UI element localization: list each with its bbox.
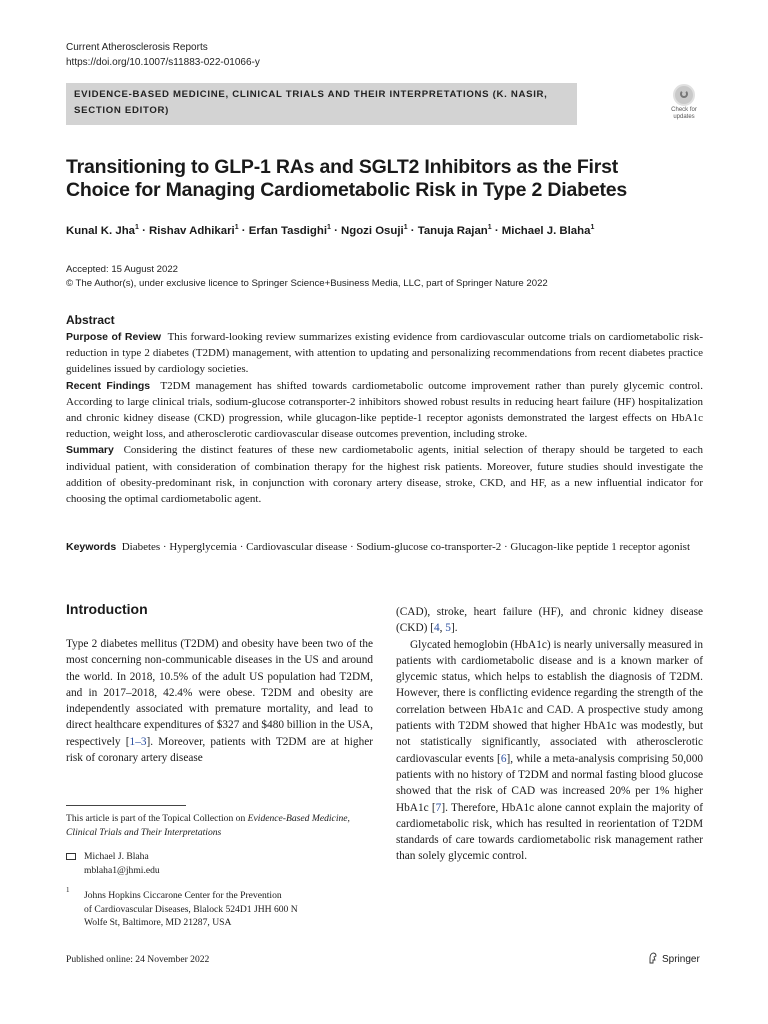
publisher-logo bbox=[648, 952, 700, 965]
author-name[interactable]: Michael J. Blaha bbox=[501, 224, 591, 237]
citation-link[interactable]: 5 bbox=[445, 622, 451, 635]
paragraph-text: ], while a meta-analysis comprising 50,000 patients with no history of T2DM and normal fasting blood glucose showed that the risk of CAD was increased 20% per 1% higher HbA1c [ bbox=[396, 752, 703, 814]
author-name[interactable]: Ngozi Osuji bbox=[341, 224, 404, 237]
author-affiliation: 1 bbox=[135, 224, 139, 231]
topical-collection-note bbox=[66, 812, 366, 839]
publication-dates bbox=[66, 263, 548, 291]
findings-text: T2DM management has shifted towards cardiometabolic outcome improvement rather than purely glycemic control. According to large clinical trials, sodium-glucose cotransporter-2 inhibitors showed robust results in reducing heart failure (HF) hospitalization and chronic kidney disease (CKD) progression, while glucagon-like peptide-1 receptor agonists demonstrated the largest effects on HbA1c reduction, weight loss, and atherosclerotic cardiovascular disease outcomes prevention, including stroke. bbox=[66, 379, 703, 441]
author-affiliation: 1 bbox=[487, 224, 492, 231]
topical-prefix: This article is part of the Topical Collection on bbox=[66, 813, 248, 824]
paragraph-text: Glycated hemoglobin (HbA1c) is nearly universally measured in patients with cardiometabolic disease and is a known marker of glycemic status, which helps to establish the diagnosis of T2DM. However, there is conflicting evidence regarding the strength of the correlation between HbA1c and CAD. A prospective study among patients with T2DM showed that higher HbA1c was modestly, but not statistically significantly, associated with atherosclerotic cardiovascular events [ bbox=[396, 638, 703, 765]
citation-link[interactable]: 6 bbox=[500, 752, 507, 765]
check-updates-line1: Check for bbox=[671, 107, 697, 113]
citation-link[interactable]: 1–3 bbox=[129, 735, 147, 748]
purpose-label: Purpose of Review bbox=[66, 331, 162, 343]
paragraph-text: Type 2 diabetes mellitus (T2DM) and obesity have been two of the most concerning non-communicable diseases in the US and around the world. In 2018, 10.5% of the adult US population had T2DM, and in 2017–2018, 42.4% were obese. T2DM and obesity are independently associated with premature mortality, and lead to direct healthcare expenditures of $327 and $480 billion in the USA, respectively [ bbox=[66, 638, 373, 748]
envelope-icon bbox=[66, 853, 76, 860]
author-separator: · bbox=[138, 224, 150, 237]
affiliation bbox=[84, 889, 364, 930]
author-name[interactable]: Erfan Tasdighi bbox=[248, 224, 327, 237]
summary-text: Considering the distinct features of these new cardiometabolic agents, initial selection of therapy should be targeted to each individual patient, with consideration of combination therapy for the highest risk patients. Moreover, future studies should investigate the addition of obesity-predominant risk, in conjunction with coronary artery disease, stroke, CKD, and HF, as a new influential indicator for choosing the optimal cardiometabolic agent. bbox=[66, 444, 704, 506]
summary-label: Summary bbox=[66, 444, 114, 457]
author-list bbox=[66, 224, 706, 237]
affiliation-line: Wolfe St, Baltimore, MD 21287, USA bbox=[84, 917, 232, 929]
author-affiliation: 1 bbox=[234, 224, 239, 231]
abstract-heading: Abstract bbox=[66, 313, 115, 327]
corresponding-email[interactable]: mblaha1@jhmi.edu bbox=[84, 864, 160, 876]
accepted-date: Accepted: 15 August 2022 bbox=[66, 264, 179, 275]
citation-link[interactable]: 4 bbox=[433, 622, 440, 635]
left-column bbox=[66, 636, 373, 766]
introduction-heading: Introduction bbox=[66, 601, 148, 617]
journal-name: Current Atherosclerosis Reports bbox=[66, 42, 208, 53]
author-name[interactable]: Kunal K. Jha bbox=[66, 224, 135, 237]
check-updates-icon bbox=[673, 84, 695, 106]
abstract-purpose bbox=[66, 329, 703, 378]
affiliation-number: 1 bbox=[66, 886, 70, 894]
author-affiliation: 1 bbox=[327, 224, 331, 231]
purpose-text: This forward-looking review summarizes existing evidence from cardiovascular outcome trials on cardiometabolic risk-reduction in type 2 diabetes (T2DM) management, with attention to updating and personalizing recommendations from recent diabetes practice guidelines issued by cardiology societies. bbox=[66, 331, 703, 376]
keywords-label: Keywords bbox=[66, 541, 117, 553]
keywords bbox=[66, 539, 703, 555]
keywords-text: Diabetes · Hyperglycemia · Cardiovascular disease · Sodium-glucose co-transporter-2 · Glucagon-like peptide 1 receptor agonist bbox=[121, 541, 691, 553]
citation-link[interactable]: 7 bbox=[435, 801, 442, 814]
author-separator: · bbox=[407, 224, 418, 237]
doi-link[interactable]: https://doi.org/10.1007/s11883-022-01066-y bbox=[66, 57, 260, 68]
author-affiliation: 1 bbox=[403, 224, 408, 231]
published-online: Published online: 24 November 2022 bbox=[66, 954, 210, 965]
journal-header bbox=[66, 40, 260, 70]
author-name[interactable]: Tanuja Rajan bbox=[417, 224, 488, 237]
paragraph bbox=[396, 604, 703, 637]
copyright-notice: © The Author(s), under exclusive licence to Springer Science+Business Media, LLC, part of Springer Nature 2022 bbox=[66, 278, 548, 289]
author-separator: · bbox=[330, 224, 342, 237]
article-title: Transitioning to GLP-1 RAs and SGLT2 Inhibitors as the First Choice for Managing Cardiometabolic Risk in Type 2 Diabetes bbox=[66, 156, 628, 201]
right-column bbox=[396, 604, 703, 865]
springer-horse-icon bbox=[648, 952, 658, 964]
affiliation-line: Johns Hopkins Ciccarone Center for the Prevention bbox=[84, 890, 282, 901]
abstract-findings bbox=[66, 378, 703, 443]
check-for-updates-badge[interactable] bbox=[665, 84, 703, 124]
author-separator: · bbox=[491, 224, 502, 237]
corresponding-author bbox=[84, 850, 160, 877]
author-affiliation: 1 bbox=[590, 224, 595, 231]
paragraph-text: ]. Therefore, HbA1c alone cannot explain the majority of cardiometabolic risk, which has resulted in reorientation of T2DM standards of care towards cardiometabolic risk management rather than solely glycemic control. bbox=[396, 801, 703, 863]
paragraph-text: ]. bbox=[450, 622, 458, 635]
affiliation-line: of Cardiovascular Diseases, Blalock 524D1 JHH 600 N bbox=[84, 903, 298, 915]
findings-label: Recent Findings bbox=[66, 379, 151, 392]
abstract-body bbox=[66, 329, 703, 507]
check-updates-line2: updates bbox=[673, 114, 695, 120]
paragraph bbox=[66, 636, 373, 766]
author-separator: · bbox=[238, 224, 249, 237]
topical-collection-name: Evidence-Based Medicine, Clinical Trials and Their Interpretations bbox=[66, 813, 350, 838]
abstract-summary bbox=[66, 442, 703, 507]
paragraph bbox=[396, 637, 703, 865]
paragraph-text: (CAD), stroke, heart failure (HF), and chronic kidney disease (CKD) [ bbox=[396, 606, 703, 635]
publisher-name: Springer bbox=[662, 954, 700, 965]
footnote-divider bbox=[66, 805, 186, 806]
author-name[interactable]: Rishav Adhikari bbox=[149, 224, 235, 237]
paragraph-text: , bbox=[439, 622, 446, 635]
paragraph-text: ]. Moreover, patients with T2DM are at higher risk of coronary artery disease bbox=[66, 735, 373, 765]
corresponding-name: Michael J. Blaha bbox=[84, 851, 149, 862]
section-banner: EVIDENCE-BASED MEDICINE, CLINICAL TRIALS AND THEIR INTERPRETATIONS (K. NASIR, SECTION EDITOR) bbox=[66, 83, 577, 125]
